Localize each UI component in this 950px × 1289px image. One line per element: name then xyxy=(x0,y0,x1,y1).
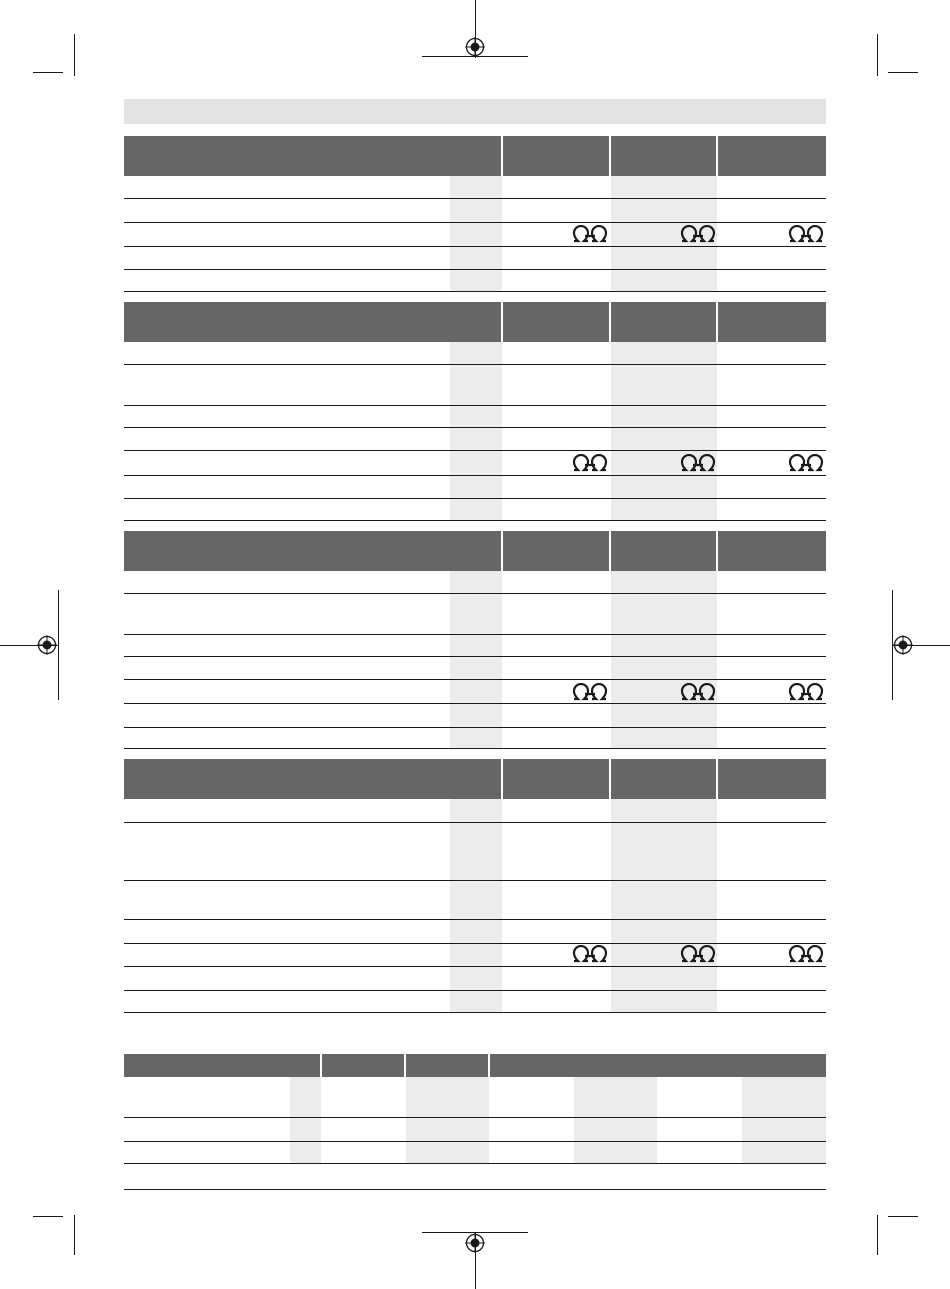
double-omega-hook-icon xyxy=(788,683,824,701)
column-shade xyxy=(574,1077,657,1163)
double-omega-hook-icon xyxy=(788,454,824,472)
row-rule xyxy=(124,450,826,451)
row-rule xyxy=(124,475,826,476)
row-rule xyxy=(124,943,826,944)
row-rule xyxy=(124,990,826,991)
header-band xyxy=(124,99,826,124)
row-rule xyxy=(124,880,826,881)
crop-mark xyxy=(58,590,59,700)
crop-mark xyxy=(888,72,918,73)
double-omega-hook-icon xyxy=(788,225,824,243)
row-rule xyxy=(124,966,826,967)
table-header xyxy=(124,759,826,799)
row-rule xyxy=(124,498,826,499)
column-shade xyxy=(450,176,502,292)
crop-mark xyxy=(74,34,75,76)
row-rule xyxy=(124,1012,826,1013)
spec-table-section-1 xyxy=(124,136,826,292)
row-rule xyxy=(124,1141,826,1142)
row-rule xyxy=(124,919,826,920)
crop-mark xyxy=(33,72,63,73)
row-rule xyxy=(124,634,826,635)
double-omega-hook-icon xyxy=(572,945,608,963)
row-rule xyxy=(124,656,826,657)
spec-table-section-3 xyxy=(124,531,826,751)
column-shade xyxy=(611,799,717,1013)
registration-target-icon xyxy=(465,37,485,57)
table-header xyxy=(124,302,826,342)
column-shade xyxy=(290,1077,321,1163)
row-rule xyxy=(124,822,826,823)
column-shade xyxy=(450,571,502,749)
registration-target-icon xyxy=(37,635,57,655)
column-shade xyxy=(450,799,502,1013)
column-shade xyxy=(611,342,717,520)
double-omega-hook-icon xyxy=(788,945,824,963)
row-rule xyxy=(124,593,826,594)
row-rule xyxy=(124,198,826,199)
row-rule xyxy=(124,269,826,270)
lower-table-header xyxy=(124,1054,826,1077)
double-omega-hook-icon xyxy=(680,225,716,243)
row-rule xyxy=(124,679,826,680)
double-omega-hook-icon xyxy=(572,683,608,701)
row-rule xyxy=(124,405,826,406)
double-omega-hook-icon xyxy=(680,683,716,701)
registration-target-icon xyxy=(465,1233,485,1253)
crop-mark xyxy=(877,34,878,76)
row-rule xyxy=(124,1189,826,1190)
column-shade xyxy=(406,1077,489,1163)
column-shade xyxy=(450,342,502,520)
double-omega-hook-icon xyxy=(680,945,716,963)
column-shade xyxy=(611,571,717,749)
row-rule xyxy=(124,222,826,223)
crop-mark xyxy=(74,1215,75,1255)
row-rule xyxy=(124,748,826,749)
table-header xyxy=(124,136,826,176)
row-rule xyxy=(124,1163,826,1164)
row-rule xyxy=(124,1117,826,1118)
crop-mark xyxy=(877,1215,878,1255)
spec-table-section-2 xyxy=(124,302,826,522)
double-omega-hook-icon xyxy=(572,225,608,243)
double-omega-hook-icon xyxy=(572,454,608,472)
spec-table-section-4 xyxy=(124,759,826,1015)
row-rule xyxy=(124,291,826,292)
table-header xyxy=(124,531,826,571)
crop-mark xyxy=(888,1216,918,1217)
double-omega-hook-icon xyxy=(680,454,716,472)
row-rule xyxy=(124,246,826,247)
lower-table xyxy=(124,1054,826,1194)
row-rule xyxy=(124,727,826,728)
column-shade xyxy=(742,1077,826,1163)
row-rule xyxy=(124,427,826,428)
row-rule xyxy=(124,520,826,521)
crop-mark xyxy=(33,1216,63,1217)
row-rule xyxy=(124,364,826,365)
row-rule xyxy=(124,703,826,704)
registration-target-icon xyxy=(893,635,913,655)
